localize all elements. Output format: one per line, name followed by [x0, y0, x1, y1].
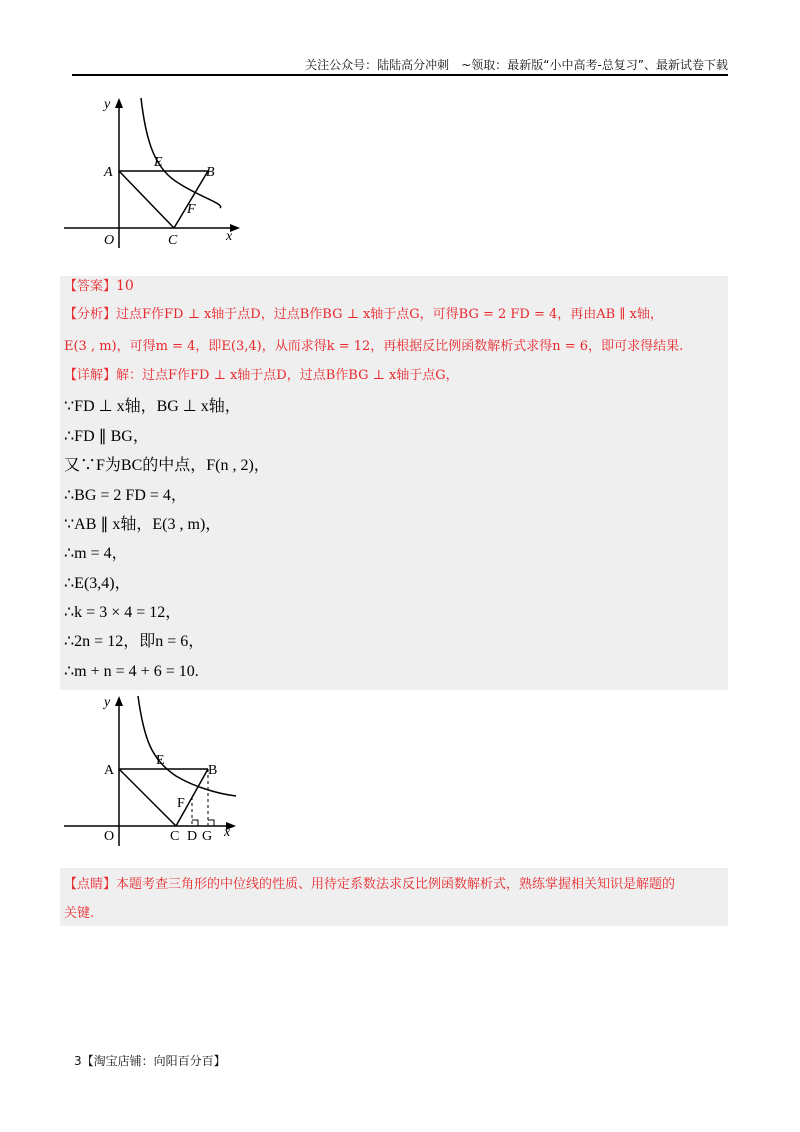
step-7: ∴E(3,4)，: [64, 575, 131, 592]
step-8: ∴k = 3 × 4 = 12，: [64, 604, 182, 621]
label-y: y: [104, 97, 111, 112]
page-footer: 3【淘宝店铺：向阳百分百】: [74, 1054, 226, 1068]
label-x: x: [226, 229, 233, 244]
figure-2: [60, 690, 238, 850]
label-y: y: [104, 695, 111, 710]
note-line-2: [64, 904, 94, 924]
step-9: ∴2n = 12，即n = 6，: [64, 633, 205, 650]
header-rule: [72, 74, 728, 76]
label-f: F: [177, 796, 185, 811]
step-4: ∴BG = 2 FD = 4，: [64, 487, 187, 504]
label-d: D: [187, 829, 198, 844]
note-tag: 【点睛】: [64, 877, 117, 892]
step-10: ∴m + n = 4 + 6 = 10.: [64, 663, 199, 680]
label-g: G: [202, 829, 213, 844]
label-o: O: [104, 829, 115, 844]
analysis-tag: 【分析】: [64, 307, 117, 322]
label-a: A: [104, 763, 115, 778]
note-text-2: 关键.: [64, 906, 95, 921]
label-e: E: [156, 753, 165, 768]
segment-bc: [174, 171, 208, 228]
label-o: O: [104, 233, 115, 248]
detail-tag: 【详解】: [64, 368, 117, 383]
answer-value: 10: [116, 278, 134, 294]
label-b: B: [208, 763, 218, 778]
analysis-text-2: E(3 , m)，可得m = 4，即E(3,4)，从而求得k = 12，再根据反比例函数解析式求得n = 6，即可求得结果.: [64, 339, 684, 354]
analysis-text-1: 过点F作FD ⊥ x轴于点D，过点B作BG ⊥ x轴于点G，可得BG = 2 FD = 4，再由AB ∥ x轴，: [116, 307, 663, 322]
note-line-1: [64, 875, 675, 895]
step-6: ∴m = 4，: [64, 545, 128, 562]
detail-line-1: [64, 366, 459, 386]
label-a: A: [104, 165, 113, 180]
analysis-line-1: [64, 305, 663, 325]
hyperbola: [141, 98, 221, 208]
page-header: 关注公众号：陆陆高分冲刺 ~领取：最新版“小中高考-总复习”、最新试卷下载: [305, 58, 728, 72]
answer-line: [64, 276, 134, 297]
label-f: F: [187, 202, 196, 217]
step-2: ∴FD ∥ BG，: [64, 428, 149, 445]
analysis-line-2: [64, 337, 683, 357]
detail-text-1: 解：过点F作FD ⊥ x轴于点D，过点B作BG ⊥ x轴于点G，: [116, 368, 459, 383]
label-x: x: [224, 825, 231, 840]
figure-1: [60, 92, 250, 252]
step-1: ∵FD ⊥ x轴，BG ⊥ x轴，: [64, 398, 241, 415]
step-3: 又∵F为BC的中点，F(n , 2)，: [64, 457, 270, 474]
label-c: C: [170, 829, 180, 844]
step-5: ∵AB ∥ x轴，E(3 , m)，: [64, 516, 222, 533]
label-e: E: [154, 155, 163, 170]
answer-tag: 【答案】: [64, 279, 117, 294]
label-b: B: [206, 165, 215, 180]
label-c: C: [168, 233, 178, 248]
note-text-1: 本题考查三角形的中位线的性质、用待定系数法求反比例函数解析式，熟练掌握相关知识是解题的: [116, 877, 676, 892]
segment-ac: [119, 171, 174, 228]
